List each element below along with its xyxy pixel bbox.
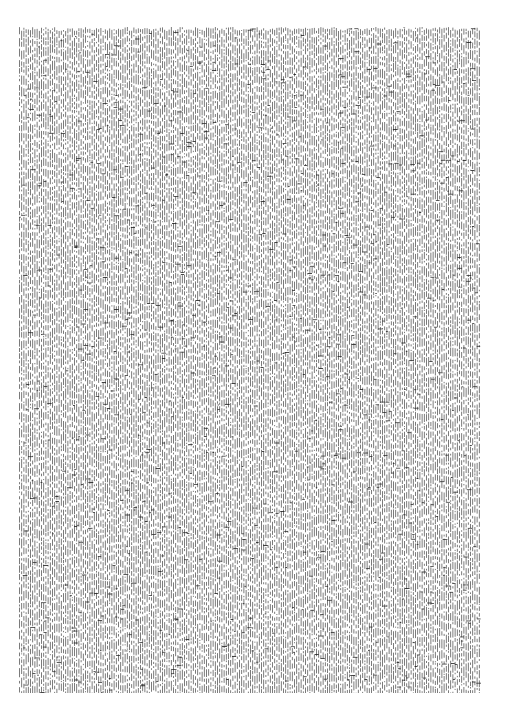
dense-text-block xyxy=(19,27,481,693)
text-ticks xyxy=(19,27,481,693)
illegible-text-texture xyxy=(19,27,481,693)
